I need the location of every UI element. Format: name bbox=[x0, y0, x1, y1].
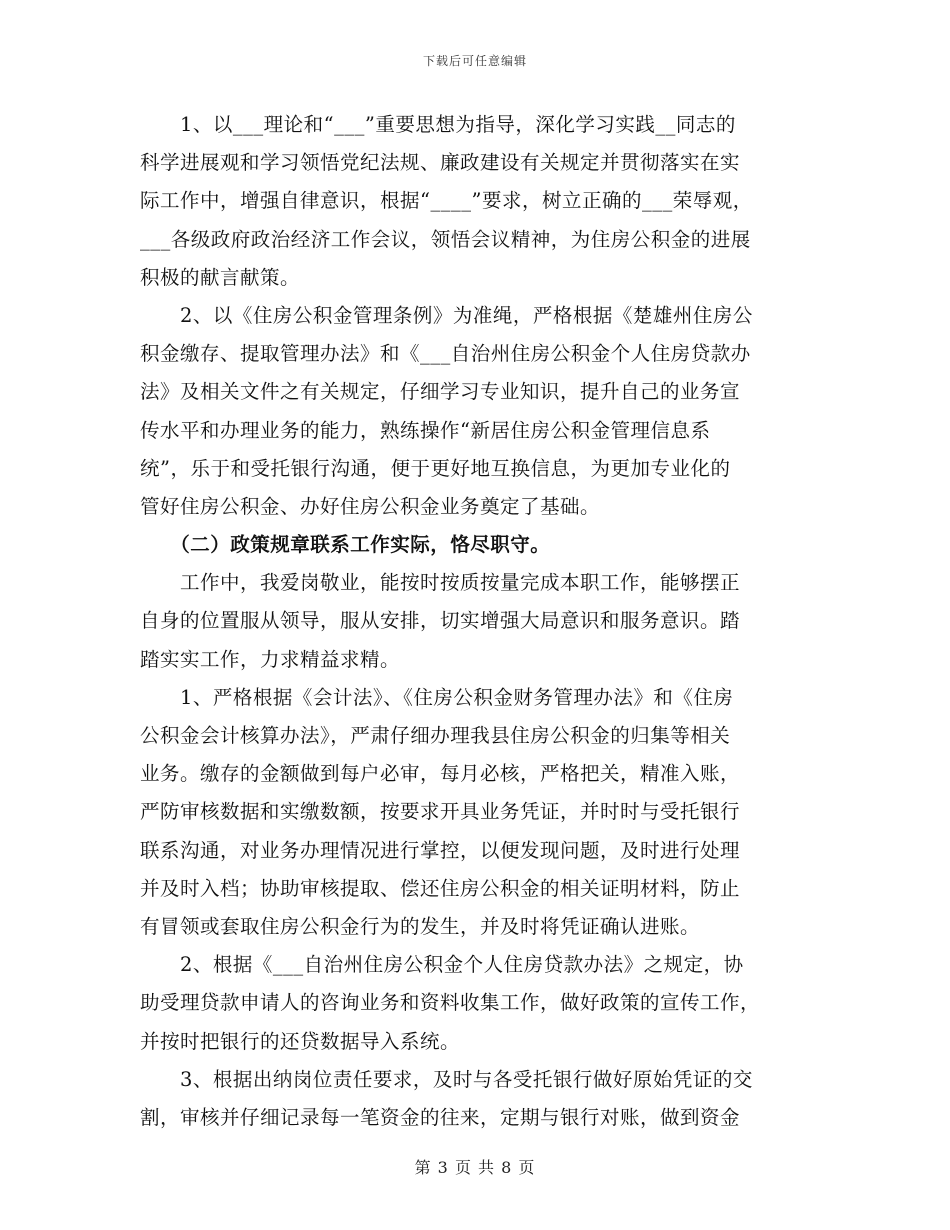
text-line: 联系沟通，对业务办理情况进行掌控，以便发现问题，及时进行处理 bbox=[140, 838, 741, 862]
text-line: ___各级政府政治经济工作会议，领悟会议精神，为住房公积金的进展 bbox=[140, 227, 751, 251]
section-heading: （二）政策规章联系工作实际，恪尽职守。 bbox=[140, 533, 551, 557]
text-line: 1、严格根据《会计法》、《住房公积金财务管理办法》和《住房 bbox=[140, 685, 734, 709]
text-line: 法》及相关文件之有关规定，仔细学习专业知识，提升自己的业务宣 bbox=[140, 380, 741, 404]
text-line: 3、根据出纳岗位责任要求，及时与各受托银行做好原始凭证的交 bbox=[140, 1067, 753, 1091]
text-line: 踏实实工作，力求精益求精。 bbox=[140, 647, 401, 671]
text-line: 际工作中，增强自律意识，根据“____”要求，树立正确的___荣辱观， bbox=[140, 189, 753, 213]
page-header: 下载后可任意编辑 bbox=[422, 54, 527, 68]
text-line: 科学进展观和学习领悟党纪法规、廉政建设有关规定并贯彻落实在实 bbox=[140, 151, 741, 175]
text-line: 积金缴存、提取管理办法》和《___自治州住房公积金个人住房贷款办 bbox=[140, 342, 751, 366]
text-line: 自身的位置服从领导，服从安排，切实增强大局意识和服务意识。踏 bbox=[140, 609, 741, 633]
text-line: 并及时入档；协助审核提取、偿还住房公积金的相关证明材料，防止 bbox=[140, 876, 741, 900]
text-line: 统”，乐于和受托银行沟通，便于更好地互换信息，为更加专业化的 bbox=[140, 456, 731, 480]
text-line: 2、根据《___自治州住房公积金个人住房贷款办法》之规定，协 bbox=[140, 953, 744, 977]
text-line: 管好住房公积金、办好住房公积金业务奠定了基础。 bbox=[140, 494, 601, 518]
text-line: 割，审核并仔细记录每一笔资金的往来，定期与银行对账，做到资金 bbox=[140, 1105, 741, 1129]
text-line: 2、以《住房公积金管理条例》为准绳，严格根据《楚雄州住房公 bbox=[140, 303, 753, 327]
document-body bbox=[140, 106, 810, 1137]
text-line: 有冒领或套取住房公积金行为的发生，并及时将凭证确认进账。 bbox=[140, 914, 701, 938]
text-line: 1、以___理论和“___”重要思想为指导，深化学习实践__同志的 bbox=[140, 113, 736, 136]
text-line: 积极的献言献策。 bbox=[140, 265, 301, 289]
text-line: 工作中，我爱岗敬业，能按时按质按量完成本职工作，能够摆正 bbox=[140, 571, 741, 595]
text-line: 并按时把银行的还贷数据导入系统。 bbox=[140, 1029, 461, 1053]
text-line: 助受理贷款申请人的咨询业务和资料收集工作，做好政策的宣传工作， bbox=[140, 991, 761, 1015]
text-line: 严防审核数据和实缴数额，按要求开具业务凭证，并时时与受托银行 bbox=[140, 800, 741, 824]
text-line: 传水平和办理业务的能力，熟练操作“新居住房公积金管理信息系 bbox=[140, 418, 711, 442]
text-line: 公积金会计核算办法》，严肃仔细办理我县住房公积金的归集等相关 bbox=[140, 724, 731, 747]
text-line: 业务。缴存的金额做到每户必审，每月必核，严格把关，精准入账， bbox=[140, 762, 741, 786]
page-number: 第 3 页 共 8 页 bbox=[414, 1158, 536, 1177]
